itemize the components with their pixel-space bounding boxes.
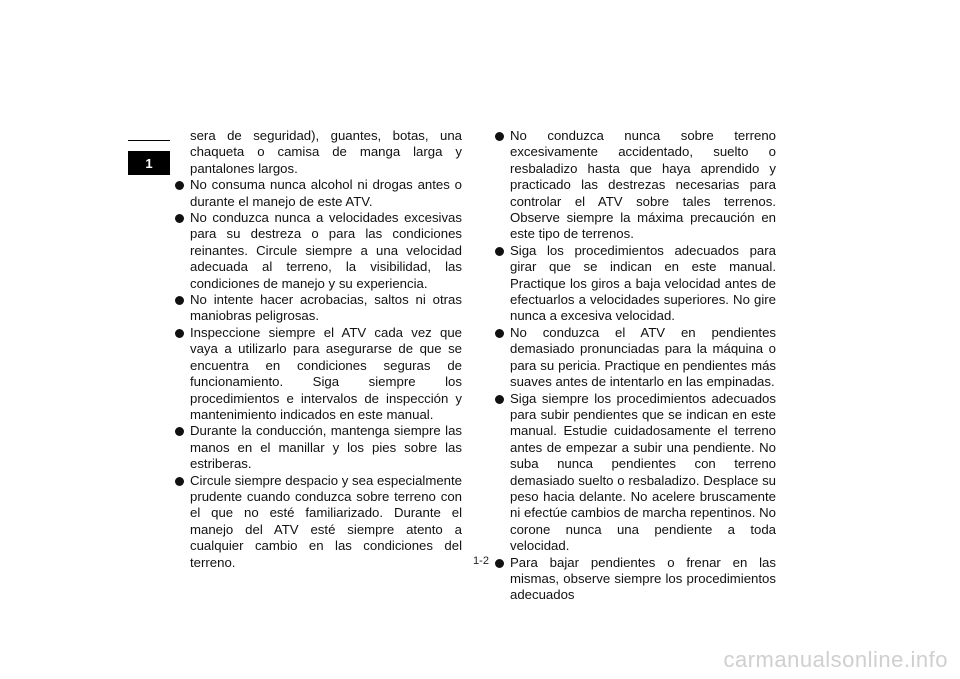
left-bullet-3	[174, 292, 462, 325]
left-bullet-5	[174, 423, 462, 472]
page-number: 1-2	[473, 555, 489, 567]
bullet-icon	[175, 427, 184, 436]
left-bullet-4-text: Inspeccione siempre el ATV cada vez que vaya a utilizarlo para asegurarse de que se encuentra en condiciones seguras de funcionamiento. Siga siempre los procedimientos e intervalos de inspección y mantenimiento indicados en este manual.	[190, 324, 462, 422]
right-bullet-3	[494, 325, 776, 391]
left-bullet-6	[174, 473, 462, 571]
right-bullet-1	[494, 128, 776, 243]
chapter-tab-rule	[128, 140, 170, 141]
bullet-icon	[175, 329, 184, 338]
left-bullet-1-text: No consuma nunca alcohol ni drogas antes o durante el manejo de este ATV.	[190, 177, 462, 209]
left-bullet-3-text: No intente hacer acrobacias, saltos ni otras maniobras peligrosas.	[190, 292, 462, 324]
left-column	[174, 128, 462, 571]
right-bullet-2-text: Siga los procedimientos adecuados para girar que se indican en este manual. Practique los giros a baja velocidad antes de efectuarlos a velocidades superiores. No gire nunca a excesiva velocidad.	[510, 242, 776, 324]
bullet-icon	[495, 132, 504, 141]
bullet-icon	[495, 329, 504, 338]
right-bullet-2	[494, 243, 776, 325]
left-continuation: sera de seguridad), guantes, botas, una chaqueta o camisa de manga larga y pantalones largos.	[190, 128, 462, 176]
right-column	[494, 128, 776, 604]
right-bullet-5	[494, 555, 776, 604]
left-bullet-5-text: Durante la conducción, mantenga siempre las manos en el manillar y los pies sobre las estriberas.	[190, 423, 462, 472]
left-bullet-2	[174, 210, 462, 292]
watermark: carmanualsonline.info	[723, 647, 948, 672]
right-bullet-5-text: Para bajar pendientes o frenar en las mismas, observe siempre los procedimientos adecuados	[510, 554, 776, 603]
bullet-icon	[175, 296, 184, 305]
left-bullet-6-text: Circule siempre despacio y sea especialmente prudente cuando conduzca sobre terreno con el que no esté familiarizado. Durante el manejo del ATV esté siempre atento a cualquier cambio en las condiciones del terreno.	[190, 472, 462, 570]
bullet-icon	[495, 247, 504, 256]
right-bullet-1-text: No conduzca nunca sobre terreno excesivamente accidentado, suelto o resbaladizo hasta que haya aprendido y practicado las destrezas necesarias para controlar el ATV sobre tales terrenos. Observe siempre la máxima precaución en este tipo de terrenos.	[510, 128, 776, 242]
left-bullet-4	[174, 325, 462, 423]
right-bullet-4-text: Siga siempre los procedimientos adecuados para subir pendientes que se indican en este manual. Estudie cuidadosamente el terreno antes de empezar a subir una pendiente. No suba nunca pendientes con terreno demasiado suelto o resbaladizo. Desplace su peso hacia delante. No acelere bruscamente ni efectúe cambios de marcha repentinos. No corone nunca una pendiente a toda velocidad.	[510, 390, 776, 554]
left-bullet-1	[174, 177, 462, 210]
bullet-icon	[175, 214, 184, 223]
chapter-tab: 1	[128, 151, 170, 175]
bullet-icon	[175, 181, 184, 190]
left-bullet-2-text: No conduzca nunca a velocidades excesivas para su destreza o para las condiciones reinantes. Circule siempre a una velocidad adecuada al terreno, la visibilidad, las condiciones de manejo y su experiencia.	[190, 210, 462, 291]
bullet-icon	[175, 477, 184, 486]
right-bullet-3-text: No conduzca el ATV en pendientes demasiado pronunciadas para la máquina o para su pericia. Practique en pendientes más suaves antes de intentarlo en las empinadas.	[510, 324, 776, 390]
right-bullet-4	[494, 391, 776, 555]
bullet-icon	[495, 395, 504, 404]
